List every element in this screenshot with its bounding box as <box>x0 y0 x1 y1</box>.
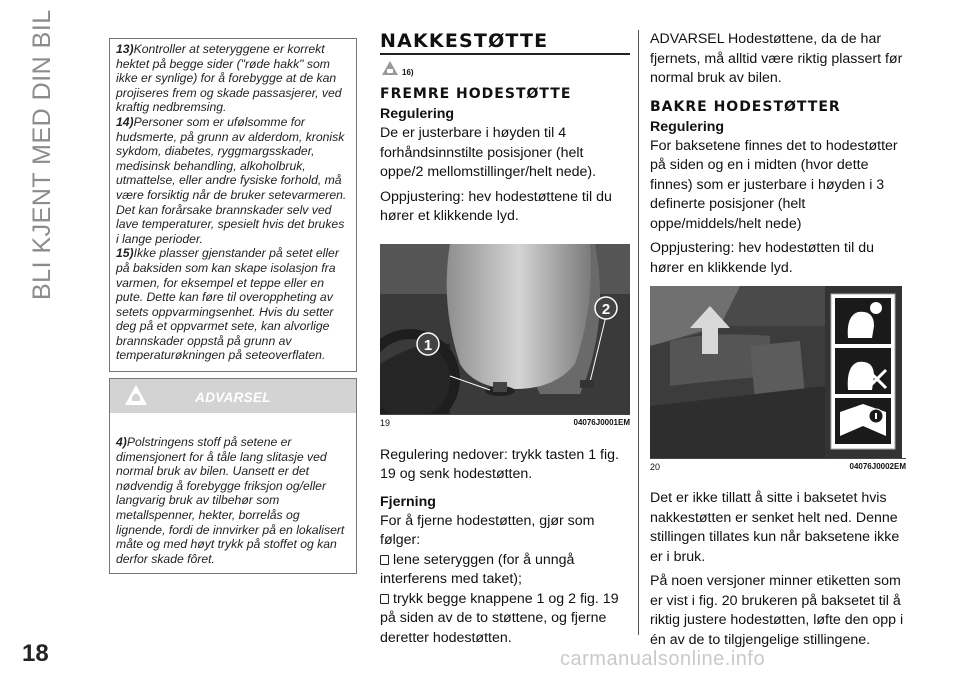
regulering-heading-rear: Regulering <box>650 118 725 135</box>
rear-regulering-text-1: For baksetene finnes det to hodestøtter på siden og en i midten (hvor dette finnes) som er justerbare i høyden i 3 definerte posisjoner (helt oppe/middels/helt nede) <box>650 137 898 232</box>
ref-line <box>380 55 630 83</box>
fig-code: 04076J0001EM <box>573 417 630 427</box>
warning-box <box>109 378 357 574</box>
figure-20 <box>650 286 906 459</box>
advarsel-text: ADVARSEL Hodestøttene, da de har fjernets, må alltid være riktig plassert før normal bruk av bilen. <box>650 31 903 86</box>
fig-code: 04076J0002EM <box>849 462 906 471</box>
rear-label-text: På noen versjoner minner etiketten som er vist i fig. 20 brukeren på baksetet til å riktig justere hodestøtten, løfte den opp i én av de to tilgjengelige stillingene. <box>650 573 904 648</box>
section-title: NAKKESTØTTE <box>380 30 549 52</box>
ref-number: 16) <box>402 68 414 77</box>
warning-header <box>110 379 356 413</box>
page-number: 18 <box>22 640 49 667</box>
fjerning-text: For å fjerne hodestøtten, gjør som følger: <box>380 512 595 548</box>
watermark: carmanualsonline.info <box>560 648 766 670</box>
fig19-label-1: 1 <box>423 336 433 354</box>
fjerning-heading: Fjerning <box>380 493 436 510</box>
fig-number: 20 <box>650 462 661 472</box>
rear-headrest-column <box>638 30 906 650</box>
figure-19 <box>380 244 630 415</box>
checkbox-bullet-icon <box>380 594 389 604</box>
checkbox-bullet-icon <box>380 555 389 565</box>
rear-headrest-subtitle: BAKRE HODESTØTTER <box>650 98 841 115</box>
front-headrest-subtitle: FREMRE HODESTØTTE <box>380 86 572 102</box>
rear-headrest-image <box>650 286 902 458</box>
fig-number: 19 <box>380 417 391 428</box>
fig19-label-2: 2 <box>601 300 611 318</box>
warning-ref-icon <box>382 61 398 75</box>
bullet-item: trykk begge knappene 1 og 2 fig. 19 på siden av de to støttene, og fjerne deretter hodestøtten. <box>380 590 619 646</box>
rear-regulering-text-2: Oppjustering: hev hodestøtten til du hører en klikkende lyd. <box>650 240 874 276</box>
note-15: 15)Ikke plasser gjenstander på setet eller på baksiden som kan skape isolasjon fra varmen, for eksempel et teppe eller en pute. Dette kan føre til overoppheting av setets oppvarmingsenhet. Hvis du setter deg på et oppvarmet sete, kan alvorlige brannskader oppstå på grunn av temperaturøkningen på seteoverflaten. <box>116 246 339 363</box>
warning-text: 4)Polstringens stoff på setene er dimensjonert for å tåle lang slitasje ved normal bruk av bilen. Uansett er det nødvendig å forebygge friksjon og/eller langvarig bruk av tilbehør som metallspenner, hekter, borrelås og lignende, fordi de innvirker på en lokalisert måte og med høyt trykk på stoffet og kan derfor skade fôret. <box>116 435 345 566</box>
notes-box <box>109 38 357 372</box>
chapter-title-text: BLI KJENT MED DIN BIL <box>28 9 56 300</box>
bullet-item: lene seteryggen (for å unngå interferens med taket); <box>380 551 575 587</box>
front-headrest-image <box>380 244 630 414</box>
figure-19-caption <box>380 415 630 431</box>
regulering-heading: Regulering <box>380 106 455 122</box>
rear-restriction-text: Det er ikke tillatt å sitte i baksetet hvis nakkestøtten er senket helt ned. Denne stillingen tillates kun når baksetene ikke er i bruk. <box>650 490 900 565</box>
chapter-side-title <box>28 9 56 300</box>
regulering-text-1: De er justerbare i høyden til 4 forhåndsinnstilte posisjoner (helt oppe/2 mellomstillinger/helt nede). <box>380 125 597 180</box>
warning-title: ADVARSEL <box>195 390 271 405</box>
note-14: 14)Personer som er ufølsomme for hudsmerte, på grunn av alderdom, kronisk sykdom, diabetes, ryggmargsskader, medisinsk behandling, alkoholbruk, utmattelse, eller andre fysiske forhold, må være forsiktig når de bruker setevarmeren. Det kan forårsake brannskader selv ved lave temperaturer, spesielt hvis det brukes i lange perioder. <box>116 114 347 246</box>
note-13: 13)Kontroller at seteryggene er korrekt hektet på begge sider ("røde hakk" som ikke er synlige) for å forebygge at de kan projiseres frem og skade passasjerer, ved kraftig nedbremsing. <box>116 42 342 115</box>
regulering-nedover-text: Regulering nedover: trykk tasten 1 fig. 19 og senk hodestøtten. <box>380 446 619 482</box>
figure-20-caption <box>650 459 906 475</box>
regulering-text-2: Oppjustering: hev hodestøttene til du hører et klikkende lyd. <box>380 188 612 224</box>
front-headrest-column <box>380 30 630 648</box>
